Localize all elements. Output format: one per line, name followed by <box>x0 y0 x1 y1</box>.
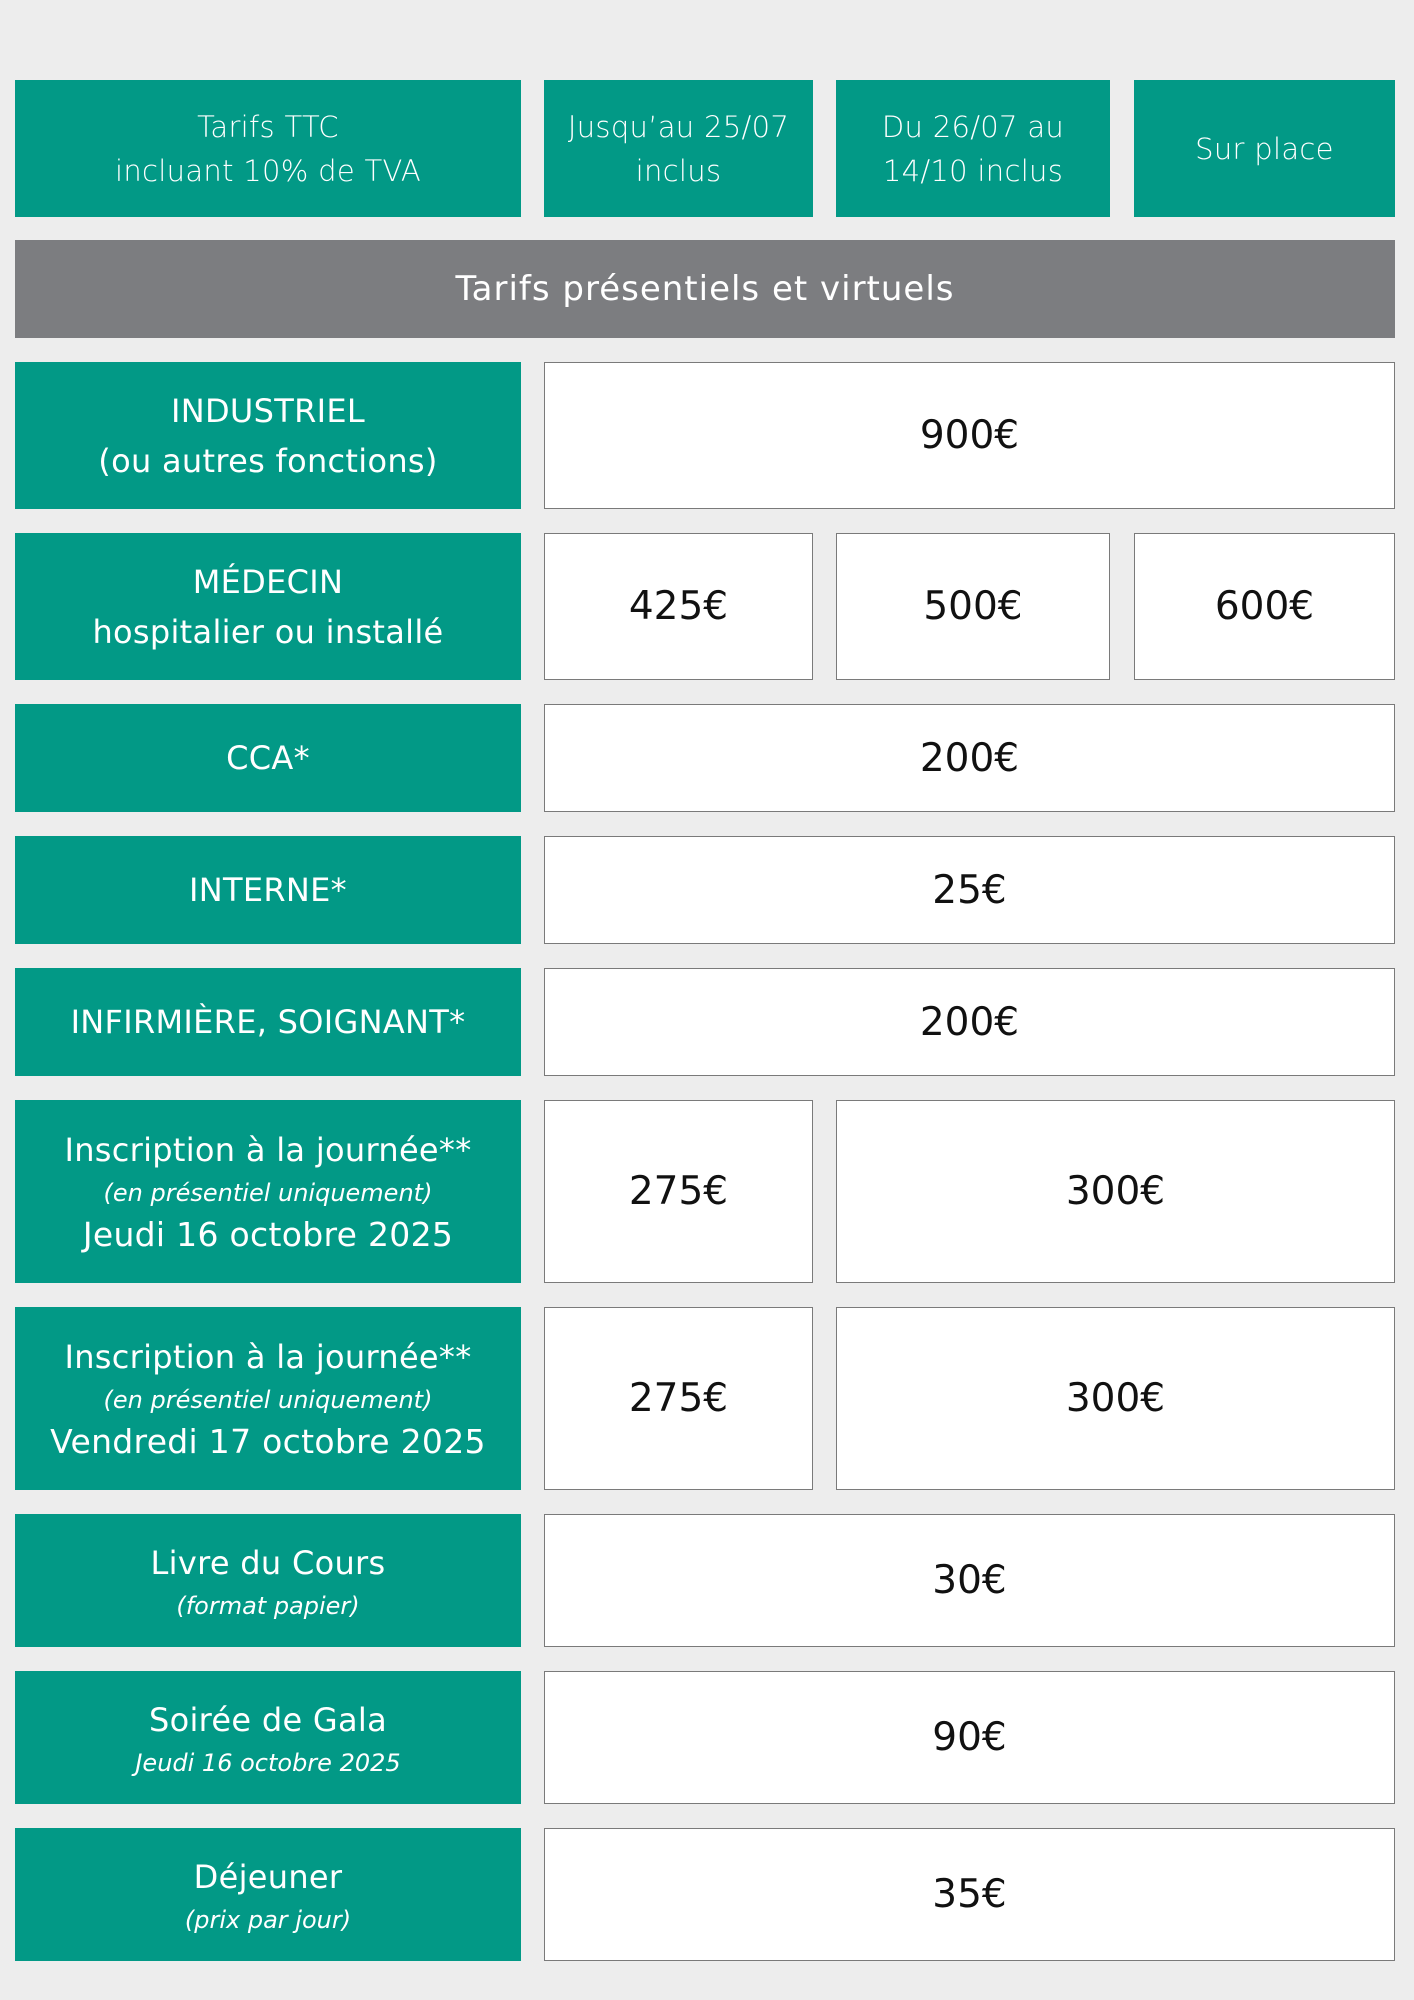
header-label-cell <box>15 80 521 217</box>
row-title: Inscription à la journée** <box>64 1337 472 1376</box>
price-cell-period-1 <box>544 1100 813 1283</box>
price-cell-period-1 <box>544 533 813 680</box>
price-value: 90€ <box>932 1715 1007 1760</box>
price-cell <box>544 362 1395 509</box>
price-value: 35€ <box>932 1872 1007 1917</box>
row-title: Soirée de Gala <box>148 1700 388 1739</box>
row-title: Livre du Cours <box>150 1543 386 1582</box>
price-value: 300€ <box>1065 1376 1166 1421</box>
row-title: MÉDECIN <box>192 562 344 601</box>
row-subtitle: (ou autres fonctions) <box>98 441 438 480</box>
header-label-line-1: Tarifs TTC <box>197 109 339 144</box>
header-period-3-label: Sur place <box>1195 131 1334 166</box>
price-cell-period-2-3 <box>836 1307 1395 1490</box>
price-cell <box>544 1828 1395 1961</box>
row-label-inscription-jeudi <box>15 1100 521 1283</box>
header-label-line-2: incluant 10% de TVA <box>115 153 421 188</box>
header-period-3 <box>1134 80 1395 217</box>
price-value: 25€ <box>932 867 1007 913</box>
price-cell-period-2-3 <box>836 1100 1395 1283</box>
row-note: (en présentiel uniquement) <box>103 1178 433 1207</box>
row-label-dejeuner <box>15 1828 521 1961</box>
price-value: 300€ <box>1065 1169 1166 1214</box>
row-title: Inscription à la journée** <box>64 1130 472 1169</box>
price-value: 900€ <box>919 413 1020 458</box>
row-note: (prix par jour) <box>184 1905 352 1934</box>
row-label-cca <box>15 704 521 812</box>
row-label-medecin <box>15 533 521 680</box>
row-title: INDUSTRIEL <box>170 391 365 430</box>
row-date: Vendredi 17 octobre 2025 <box>50 1421 486 1461</box>
price-value: 275€ <box>628 1376 729 1421</box>
row-label-infirmiere <box>15 968 521 1076</box>
row-label-inscription-vendredi <box>15 1307 521 1490</box>
row-note: (en présentiel uniquement) <box>103 1385 433 1414</box>
header-period-1-line-1: Jusqu’au 25/07 <box>567 109 790 144</box>
row-label-industriel <box>15 362 521 509</box>
price-cell <box>544 1514 1395 1647</box>
header-period-1 <box>544 80 813 217</box>
row-title: INFIRMIÈRE, SOIGNANT* <box>70 1003 466 1041</box>
row-subtitle: hospitalier ou installé <box>92 612 444 651</box>
price-cell <box>544 704 1395 812</box>
row-title: CCA* <box>226 739 310 777</box>
price-value: 275€ <box>628 1169 729 1214</box>
row-date: Jeudi 16 octobre 2025 <box>82 1214 454 1254</box>
header-period-1-line-2: inclus <box>635 153 722 188</box>
price-cell-period-2 <box>836 533 1110 680</box>
price-cell-period-1 <box>544 1307 813 1490</box>
row-note: Jeudi 16 octobre 2025 <box>135 1748 401 1777</box>
section-title-bar <box>15 240 1395 338</box>
row-title: INTERNE* <box>189 871 347 909</box>
price-value: 200€ <box>919 999 1020 1045</box>
price-value: 600€ <box>1214 584 1315 629</box>
row-title: Déjeuner <box>193 1857 343 1896</box>
row-note: (format papier) <box>176 1591 360 1620</box>
row-label-livre-du-cours <box>15 1514 521 1647</box>
price-value: 30€ <box>932 1558 1007 1603</box>
price-value: 200€ <box>919 735 1020 781</box>
price-cell <box>544 968 1395 1076</box>
price-cell-period-3 <box>1134 533 1395 680</box>
price-cell <box>544 836 1395 944</box>
price-value: 425€ <box>628 584 729 629</box>
section-title: Tarifs présentiels et virtuels <box>455 269 955 309</box>
price-cell <box>544 1671 1395 1804</box>
price-value: 500€ <box>923 584 1023 629</box>
header-period-2-line-2: 14/10 inclus <box>882 153 1064 188</box>
header-period-2-line-1: Du 26/07 au <box>881 109 1065 144</box>
header-period-2 <box>836 80 1110 217</box>
row-label-soiree-de-gala <box>15 1671 521 1804</box>
row-label-interne <box>15 836 521 944</box>
